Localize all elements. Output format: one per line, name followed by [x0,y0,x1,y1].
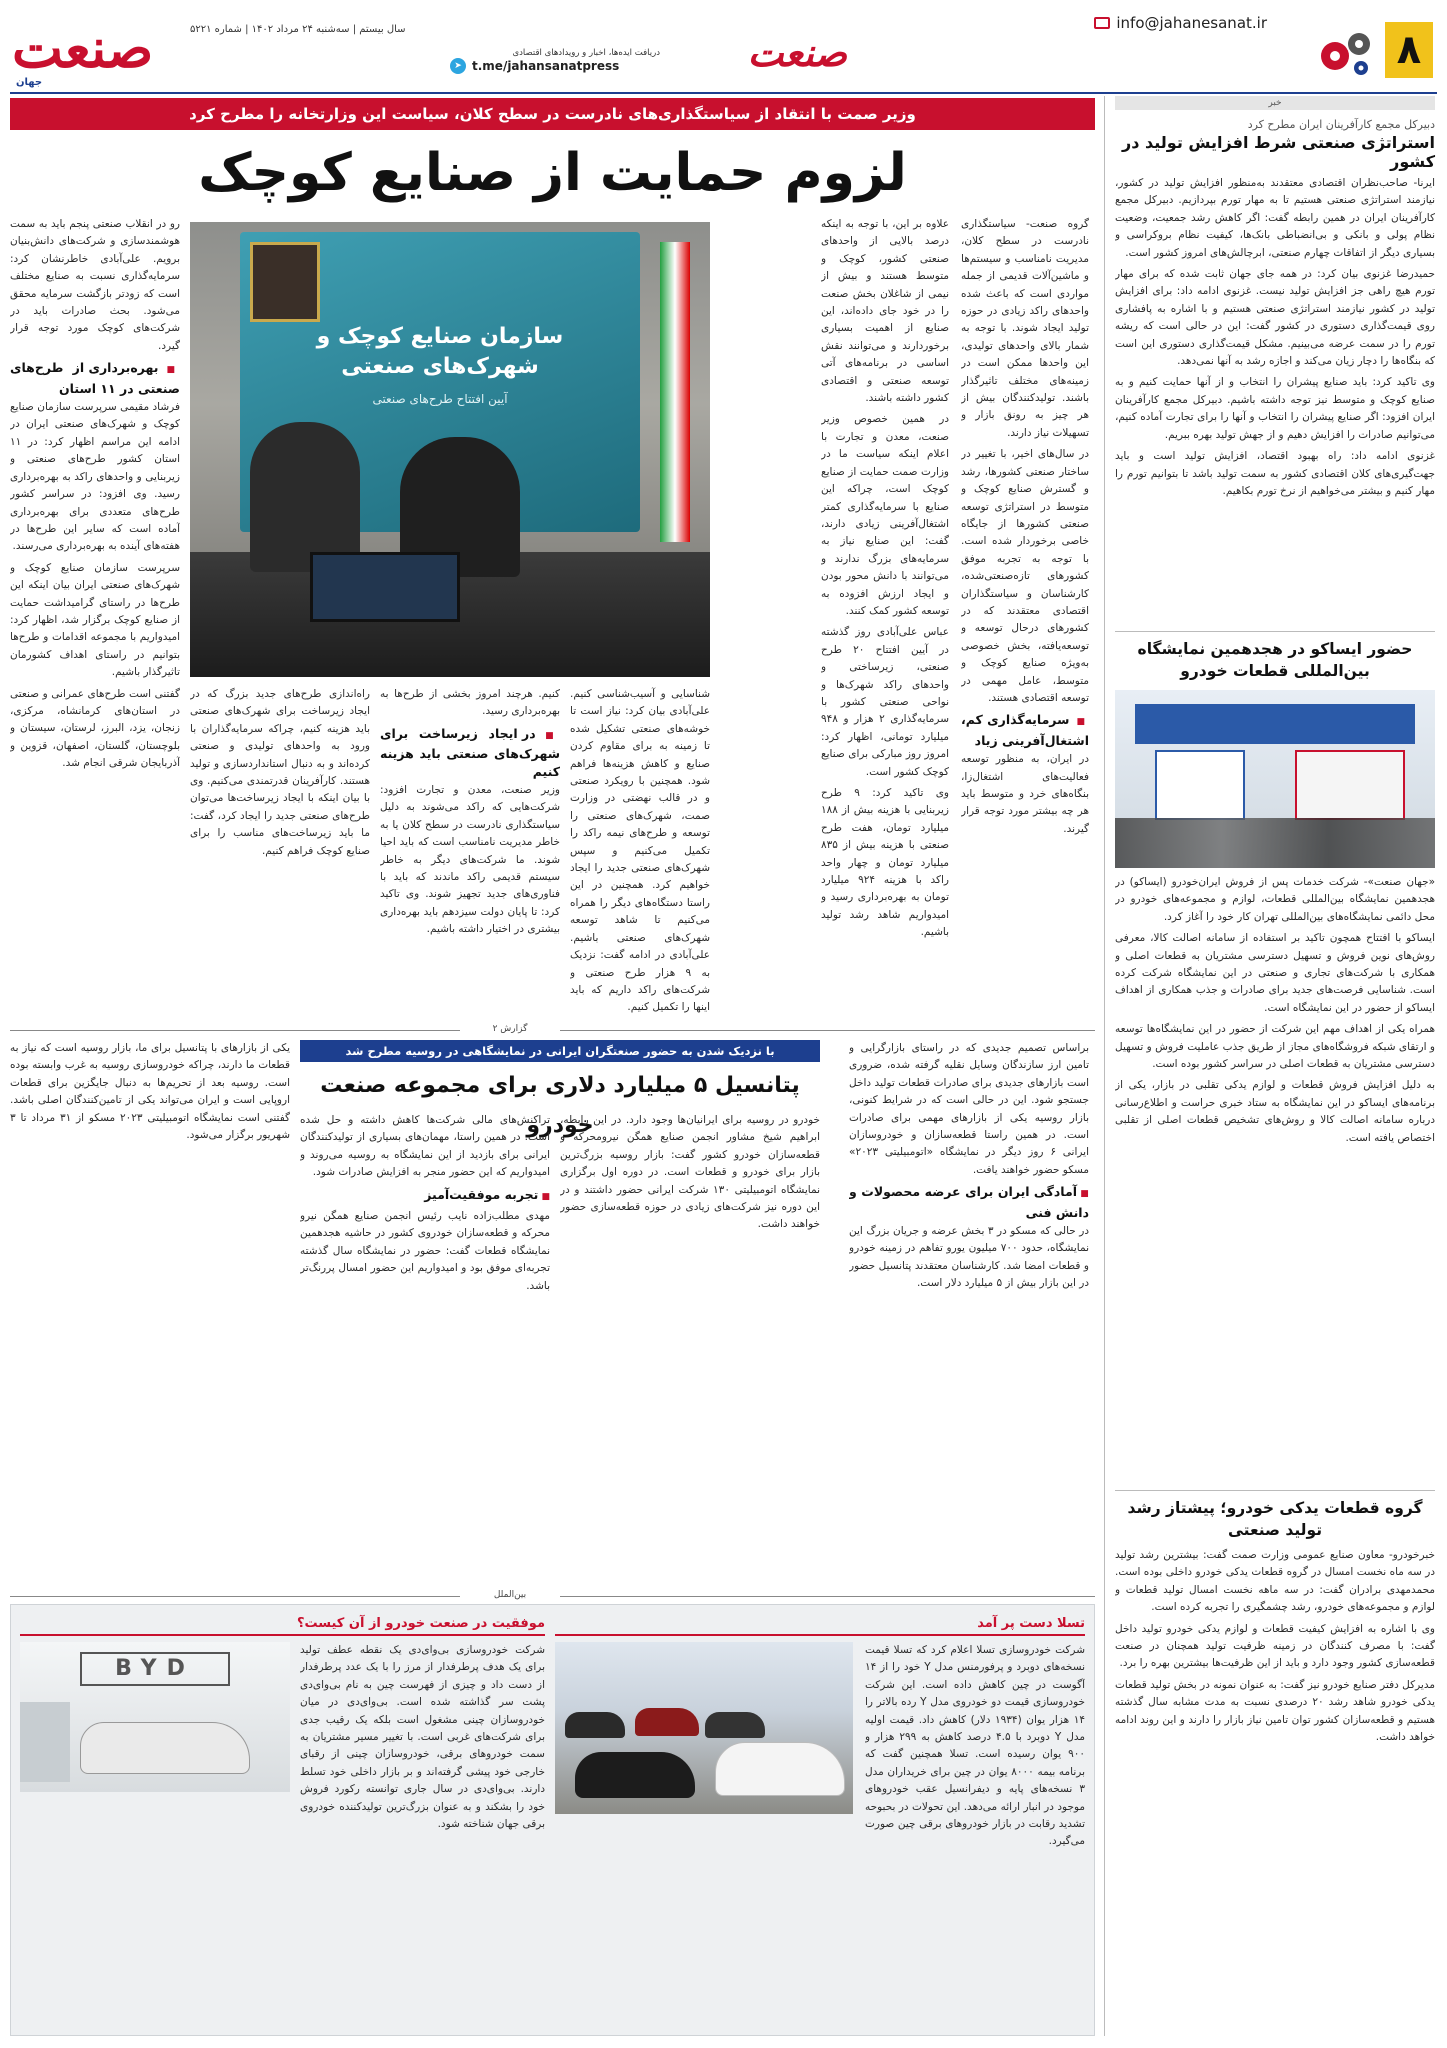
byd-paragraph: شرکت خودروسازی بی‌وای‌دی یک نقطه عطف تولید برای یک هدف پرطرفدار از مرز را با یک عدد پرطرفدار از دست داد و چیزی از فهرست چین به نام بی‌وای‌دی پشت سر گذاشته شده است. بی‌وای‌دی در میان خودروسازان چینی مشغول است بلکه یک رقیب جدی برای شرکت‌های غربی است. با تغییر مسیر مشتریان به سمت خودروهای برقی، خودروسازان چینی از رقبای خارجی خود پیشی گرفته‌اند و بر بازار داخلی خود تسلط دارند. بی‌وای‌دی در سال جاری توانسته رکورد فروش خود را بشکند و به عنوان بزرگ‌ترین تولیدکننده خودروی برقی جهان شناخته شود. [300,1644,545,1831]
story2-paragraph: «جهان صنعت»- شرکت خدمات پس از فروش ایران‌خودرو (ایساکو) در هجدهمین نمایشگاه بین‌المللی قطعات، لوازم و مجموعه‌های خودرو در محل دائمی نمایشگاه‌های بین‌المللی تهران کار خود را آغاز کرد. [1115,876,1435,923]
story2-paragraph: ایساکو با افتتاح همچون تاکید بر استفاده از سامانه اصالت کالا، معرفی روش‌های نوین فروش و تسهیل دسترسی مشتریان به قطعات اصلی و همکاری با شرکت‌های تجاری و صنعتی در این نمایشگاه شرکت کرده است. شناسایی فرصت‌های جدید برای صادرات و جذب همکاری از اهداف ایساکو از حضور در این نمایشگاه است. [1115,932,1435,1014]
lead-paragraph: راه‌اندازی طرح‌های جدید بزرگ که در ایجاد زیرساخت برای شهرک‌های صنعتی باید هزینه کنیم، چراکه سرمایه‌گذاران با ورود به واحدهای تولیدی و صنعتی کرده‌اند و به دنبال استانداردسازی و تولید هستند. کارآفرینان قدرتمندی می‌کنیم. وی با بیان اینکه با ایجاد زیرساخت‌ها می‌توان طرح‌های صنعتی جدید را ایجاد کرد، گفت: ما باید زیرساخت‌های مناسب را برای صنایع کوچک فراهم کنیم. [190,688,370,857]
tesla-body [865,1642,1085,2028]
tesla-title: تسلا دست پر آمد [977,1616,1085,1631]
masthead-small: جهان [16,77,43,88]
lead-paragraph: فرشاد مقیمی سرپرست سازمان صنایع کوچک و شهرک‌های صنعتی ایران در ادامه این مراسم اظهار کرد: در ۱۱ استان کشور طرح‌های صنعتی و زیربنایی و واحدهای راکد به بهره‌برداری رسید. وی افزود: در سراسر کشور طرح‌های متعددی برای بهره‌برداری آماده است که سایر این طرح‌ها در هفته‌های آینده به بهره‌برداری می‌رسند. [10,401,180,553]
email-address: info@jahanesanat.ir [1116,14,1267,32]
report-paragraph: در حالی که مسکو در ۳ بخش عرضه و جریان بزرگ این نمایشگاه، حدود ۷۰۰ میلیون یورو تفاهم در زمینه خودرو و قطعات امضا شد. کارشناسان معتقدند پتانسیل حضور در این بازار بیش از ۵ میلیارد دلار است. [849,1225,1089,1290]
section-logo: صنعت [747,30,847,75]
report-col4 [10,1040,290,1580]
photo-flag [660,242,690,542]
lead-paragraph: گروه صنعت- سیاستگذاری نادرست در سطح کلان، مدیریت نامناسب و سیستم‌ها و ماشین‌آلات قدیمی از جمله مواردی است که باعث شده واحدهای راکد زیادی در حوزه تولید ایجاد شوند. با توجه به شمار بالای واحدهای تولیدی، این واحدها ممکن است در زمینه‌های مختلف تاثیرگذار باشند. تولیدکنندگان بیش از هر چیز به رونق بازار و تسهیلات نیاز دارند. [961,218,1089,439]
tesla-photo [555,1642,853,1814]
photo-monitor [310,552,460,622]
story1-body [1115,175,1435,625]
lead-col6 [10,216,180,1016]
page-header [0,0,1447,100]
tesla-body-lower [555,1820,853,2028]
lead-col1 [961,216,1089,1016]
report-paragraph: یکی از بازارهای با پتانسیل برای ما، بازار روسیه است که نیاز به قطعات ما دارند، چراکه خودروسازی روسیه به غرب وابسته بوده است. روسیه بعد از تحریم‌ها به دنبال جایگزین برای قطعات اروپایی است و ایران می‌تواند یکی از تامین‌کنندگان اصلی باشد. گفتنی است نمایشگاه اتومبیلیتی ۲۰۲۳ مسکو از ۳۱ مرداد تا ۳ شهریور برگزار می‌شود. [10,1042,290,1142]
lead-paragraph: عباس علی‌آبادی روز گذشته در آیین افتتاح ۲۰ طرح صنعتی، زیرساختی و واحدهای راکد شهرک‌ها و نواحی صنعتی کشور با سرمایه‌گذاری ۲ هزار و ۹۴۸ میلیارد تومانی، اظهار کرد: امروز روز مبارکی برای صنایع کوچک کشور است. [821,626,949,778]
lead-subhead: ■ سرمایه‌گذاری کم، اشتغال‌آفرینی زیاد [961,711,1089,749]
banner-line2: آیین افتتاح طرح‌های صنعتی [372,392,508,406]
lead-col3 [570,686,710,1016]
telegram-block[interactable] [450,48,660,74]
lead-paragraph: در همین خصوص وزیر صنعت، معدن و تجارت با اعلام اینکه سیاست ما در وزارت صمت حمایت از صنایع کوچک است، چراکه این صنایع با سرمایه‌گذاری کمتر اشتغال‌آفرینی زیادی دارند، گفت: این صنایع نیاز به سرمایه‌های بزرگ ندارند و می‌توانند با دانش محور بودن و ایجاد ارزش افزوده به توسعه کشور کمک کنند. [821,413,949,617]
bottom-kicker: بین‌الملل [460,1590,560,1600]
byd-photo [20,1642,290,1792]
story2-title: حضور ایساکو در هجدهمین نمایشگاه بین‌المللی قطعات خودرو [1137,640,1413,680]
story2-body [1115,874,1435,1484]
story3-title: گروه قطعات یدکی خودرو؛ پیشتاز رشد تولید صنعتی [1127,1499,1423,1539]
story3-paragraph: وی با اشاره به افزایش کیفیت قطعات و لوازم یدکی خودرو تولید داخل گفت: با مصرف کنندگان در زمینه ظرفیت تولید همچنان در صنعت قطعه‌سازی کشور وجود دارد و باید از این ظرفیت‌ها بیشترین بهره را برد. [1115,1622,1435,1670]
report-paragraph: تراکنش‌های مالی شرکت‌ها کاهش داشته و حل شده است. در همین راستا، مهمان‌های بسیاری از تولیدکنندگان ایرانی برای بازدید از این نمایشگاه به روسیه می‌روند و امیدواریم که این حضور منجر به افزایش صادرات شود. [300,1114,550,1179]
story1-paragraph: ایرنا- صاحب‌نظران اقتصادی معتقدند به‌منظور افزایش تولید در کشور، نیازمند استراتژی صنعتی هستیم تا به مهار تورم بپردازیم. دبیرکل مجمع کارآفرینان ایران در همین رابطه گفت: اگر کاهش رشد جمعیت، وضعیت نظام پولی و بانکی و بی‌انضباطی بانک‌ها، کیفیت نظام بروکراسی و بسیاری دیگر از اتفاقات چهارم صنعتی، ابرچالش‌های امروز کشور است. [1115,177,1435,259]
story3-body [1115,1547,1435,1947]
lead-subhead: ■ در ایجاد زیرساخت برای شهرک‌های صنعتی باید هزینه کنیم [380,725,560,780]
photo-portrait [250,242,320,322]
report-paragraph: مهدی مطلب‌زاده نایب رئیس انجمن صنایع همگن نیرو محرکه و قطعه‌سازان خودروی کشور در حاشیه هجدهمین نمایشگاه قطعات گفت: حضور در نمایشگاه سال گذشته تجربه‌ای موفق بود و امیدواریم این حضور امسال پررنگ‌تر باشد. [300,1210,550,1292]
lead-paragraph: کنیم. هرچند امروز بخشی از طرح‌ها به بهره‌برداری رسید. [380,688,560,718]
telegram-caption: دریافت ایده‌ها، اخبار و رویدادهای اقتصادی [512,48,660,58]
lead-paragraph: رو در انقلاب صنعتی پنجم باید به سمت هوشمندسازی و شرکت‌های دانش‌بنیان برویم. علی‌آبادی خاطرنشان کرد: سرمایه‌گذاری نسبت به صنایع مختلف است که زودتر بازگشت سرمایه محقق می‌شود. بحث صادرات باید در شرکت‌های کوچک مورد توجه قرار گیرد. [10,218,180,352]
byd-body [300,1642,545,2028]
lead-col5 [190,686,370,1016]
report-col2 [560,1112,820,1582]
story1-paragraph: غزنوی ادامه داد: راه بهبود اقتصاد، افزایش تولید است و باید جهت‌گیری‌های کلان اقتصادی کشور به سمت تولید باشد تا بتوانیم تورم را مهار کنیم و بیشتر می‌خواهیم از نرخ تورم بکاهیم. [1115,450,1435,497]
masthead-logo [12,16,172,88]
expo-photo [1115,690,1435,868]
story1-paragraph: حمیدرضا غزنوی بیان کرد: در همه جای جهان ثابت شده که برای مهار تورم هیچ راهی جز افزایش تولید نیست. غزنوی ادامه داد: برای افزایش تولید در کشور نیازمند استراتژی صنعتی هستیم و با اشاره به پافشاری روی قیمت‌گذاری دستوری در کشور گفت: این در حالی است که ریشه تورم را در سمت عرضه می‌بینیم. مشکل قیمت‌گذاری دستوری این است که بنگاه‌ها را دچار زیان می‌کند و اجازه رشد به آنها نمی‌دهد. [1115,268,1435,368]
report-subhead: ■ تجربه موفقیت‌آمیز [300,1186,550,1206]
lead-headline: لزوم حمایت از صنایع کوچک [198,143,907,203]
report-overline-bar [300,1040,820,1062]
byd-title: موفقیت در صنعت خودرو از آن کیست؟ [296,1616,545,1631]
lead-col4 [380,686,560,1016]
story1-overline: دبیرکل مجمع کارآفرینان ایران مطرح کرد [1247,118,1435,131]
lead-paragraph: در ایران، به منظور توسعه فعالیت‌های اشتغال‌زا، بنگاه‌های خرد و متوسط باید هر چه بیشتر مورد توجه قرار گیرند. [961,753,1089,835]
telegram-link: t.me/jahansanatpress [472,59,620,73]
story2-paragraph: همراه یکی از اهداف مهم این شرکت از حضور در این نمایشگاه‌ها توسعه و ارتقای شبکه فروشگاه‌های مجاز از طریق جذب عاملیت فروش و تسهیل دسترسی مشتریان به قطعات اصلی در سراسر کشور بوده است. [1115,1023,1435,1071]
report-col1 [849,1040,1089,1580]
report-paragraph: براساس تصمیم جدیدی که در راستای بازارگرایی و تامین ارز سازندگان وسایل نقلیه گرفته شده، ضروری است بازارهای جدیدی برای صادرات قطعات تولید داخل جستجو شود. این در حالی است که در شرایط کنونی، بازار روسیه یکی از بازارهای مهمی برای صادرات است. در همین راستا قطعه‌سازان و خودروسازان ایرانی ۶ روز دیگر در نمایشگاه «اتومبیلیتی ۲۰۲۳» مسکو حضور خواهند یافت. [849,1042,1089,1176]
page-number-box [1385,22,1433,78]
report-paragraph: خودرو در روسیه برای ایرانیان‌ها وجود دارد. در این رابطه، ابراهیم شیخ مشاور انجمن صنایع همگن نیرومحرکه و قطعه‌سازان خودرو کشور گفت: بازار روسیه بزرگ‌ترین بازار برای خودرو و قطعات است. در دوره اول برگزاری نمایشگاه اتومبیلیتی ۱۳۰ شرکت ایرانی حضور داشتند و در این دوره نیز شرکت‌های زیادی در حوزه قطعه‌سازی حضور خواهند داشت. [560,1114,820,1231]
report-subhead: ■ آمادگی ایران برای عرضه محصولات و دانش فنی [849,1183,1089,1221]
story3-paragraph: خبرخودرو- معاون صنایع عمومی وزارت صمت گفت: بیشترین رشد تولید در سه ماه نخست امسال در گروه قطعات یدکی خودرو داخلی بوده است. محمدمهدی برادران گفت: در سه ماهه نخست امسال تولید قطعات و لوازم و مجموعه‌های خودرو، رشد چشمگیری را تجربه کرده است. [1115,1549,1435,1614]
lead-kicker-bar [10,98,1095,130]
lead-subhead: ■ بهره‌برداری از طرح‌های صنعتی در ۱۱ استان [10,359,180,397]
photo-person-left [250,422,360,572]
lead-col2 [821,216,949,1016]
email-block[interactable] [1094,14,1267,32]
masthead-text: صنعت [12,16,154,80]
banner-line1: سازمان صنایع کوچک و شهرک‌های صنعتی [316,324,564,379]
byd-logo: BYD [80,1652,230,1686]
lead-paragraph: در سال‌های اخیر، با تغییر در ساختار صنعتی کشورها، رشد و گسترش صنایع کوچک و متوسط در استراتژی توسعه صنعتی کشورها از جایگاه خاصی برخوردار شده است. با توجه به تجربه موفق کشورهای تازه‌صنعتی‌شده، کارشناسان و سیاستگذاران اقتصادی معتقدند که در کشورهای درحال توسعه و توسعه‌یافته، بخش خصوصی به‌ویژه صنایع کوچک و متوسط، عامل مهمی در توسعه اقتصادی هستند. [961,448,1089,704]
tesla-paragraph: شرکت خودروسازی تسلا اعلام کرد که تسلا قیمت نسخه‌های دوبرد و پرفورمنس مدل Y خود را از ۱۴ آگوست در چین کاهش داده است. این شرکت خودروسازی قیمت دو خودروی مدل Y رده بالاتر را ۱۴ هزار یوان (۱۹۳۴ دلار) کاهش داد. قیمت اولیه مدل Y دوبرد با ۴.۵ درصد کاهش به ۲۹۹ هزار و ۹۰۰ یوان رسیده است. تسلا همچنین گفت که برنامه بیمه ۸۰۰۰ یوان در چین برای خریداران مدل ۳ نسخه‌های پایه و دیفرانسیل عقب خودروهای موجود در انبار ارائه می‌دهد. این تحولات در بحبوحه تشدید رقابت در بازار خودروهای برقی چین صورت می‌گیرد. [865,1644,1085,1848]
report-overline: با نزدیک شدن به حضور صنعتگران ایرانی در نمایشگاهی در روسیه مطرح شد [345,1044,775,1058]
lead-paragraph: شناسایی و آسیب‌شناسی کنیم. علی‌آبادی بیان کرد: نیاز است تا خوشه‌های صنعتی تشکیل شده تا زمینه به برای مقاوم کردن صنایع و کاهش هزینه‌ها فراهم شود. همچنین با رویکرد صنعتی و در قالب نهضتی در وزارت صمت، شهرک‌های صنعتی را توسعه و طرح‌های نیمه راکد را تکمیل می‌کنیم و سپس شهرک‌های صنعتی جدید را ایجاد خواهیم کرد. همچنین در این راستا دستگاه‌های دیگر را همراه می‌کنیم تا شاهد توسعه شهرک‌های صنعتی باشیم. علی‌آبادی در ادامه گفت: نزدیک به ۹ هزار طرح صنعتی و شرکت‌های راکد داریم که باید اینها را تکمیل کنیم. [570,688,710,1014]
lead-paragraph: علاوه بر این، با توجه به اینکه درصد بالایی از واحدهای صنعتی کشور، کوچک و متوسط هستند و بیش از نیمی از شاغلان بخش صنعت را در خود جای داده‌اند، این صنایع از اهمیت بسیاری برخوردارند و می‌توانند نقش اساسی در برنامه‌های آتی توسعه صنعتی و اقتصادی کشور داشته باشند. [821,218,949,405]
gears-icon [1315,26,1377,78]
report-col3 [300,1112,550,1582]
lead-paragraph: وزیر صنعت، معدن و تجارت افزود: شرکت‌هایی که راکد می‌شوند به دلیل سیاستگذاری نادرست در سطح کلان یا به خاطر مدیریت نامناسب است که باید احیا شوند. ما شرکت‌های دیگر به خاطر سیستم قدیمی راکد ماندند که باید با فناوری‌های جدید تجهیز شوند. وی تاکید کرد: تا پایان دولت سیزدهم باید بهره‌داری بیشتری در اختیار داشته باشیم. [380,784,560,936]
byd-title-bar [20,1612,545,1636]
story1-title: استراتژی صنعتی شرط افزایش تولید در کشور [1122,133,1435,171]
lead-paragraph: سرپرست سازمان صنایع کوچک و شهرک‌های صنعتی ایران بیان اینکه این طرح‌ها در راستای گرامیداشت حمایت از صنایع کوچک برگزار شد، اظهار کرد: امیدواریم با مجموعه اقدامات و طرح‌ها بتوانیم در راستای اهداف کشورمان تاثیرگذار باشیم. [10,561,180,679]
email-icon [1094,17,1110,29]
telegram-icon: ➤ [450,58,466,74]
story2-paragraph: به دلیل افزایش فروش قطعات و لوازم یدکی تقلبی در بازار، یکی از برنامه‌های ایساکو در این نمایشگاه به ستاد خبری حراست و اطلاع‌رسانی درباره سامانه اصالت کالا و روش‌های تشخیص قطعات اصلی از تقلبی اختصاص یافته است. [1115,1079,1435,1144]
lead-paragraph: گفتنی است طرح‌های عمرانی و صنعتی در استان‌های کرمانشاه، مرکزی، زنجان، یزد، البرز، لرستان، سیستان و بلوچستان، گلستان، اصفهان، قزوین و آذربایجان شرقی انجام شد. [10,687,180,770]
sidebar-kicker: خبر [1115,96,1435,110]
lead-kicker: وزیر صمت با انتقاد از سیاستگذاری‌های نادرست در سطح کلان، سیاست این وزارتخانه را مطرح کرد [189,105,916,123]
lead-paragraph: وی تاکید کرد: ۹ طرح زیربنایی با هزینه بیش از ۱۸۸ میلیارد تومان، هفت طرح صنعتی با هزینه بیش از ۸۳۵ میلیارد تومان و چهار واحد راکد با هزینه ۹۲۴ میلیارد تومان به بهره‌برداری رسید و امیدواریم شاهد رشد تولید باشیم. [821,787,949,939]
lead-photo [190,222,710,677]
sidebar [1115,96,1435,2006]
story3-paragraph: مدیرکل دفتر صنایع خودرو نیز گفت: به عنوان نمونه در بخش تولید قطعات یدکی خودرو شاهد رشد ۲۰ درصدی نسبت به مدت مشابه سال گذشته هستیم و قطعه‌سازان کشور توان تامین نیاز بازار را دارند و این روند ادامه خواهد داشت. [1115,1678,1435,1744]
report-headline: پتانسیل ۵ میلیارد دلاری برای مجموعه صنعت خودرو [320,1073,800,1138]
story1-paragraph: وی تاکید کرد: باید صنایع پیشران را انتخاب و از آنها حمایت کنیم و به صنایع کوچک و متوسط نیز توجه داشته باشیم. دبیرکل مجمع کارآفرینان ایران افزود: اگر صنایع پیشران را انتخاب و آنها را برای تجارت آماده کنیم، می‌توانیم صادرات را افزایش دهیم و از جهش تولید بهره ببریم. [1115,376,1435,441]
issue-line: سال بیستم | سه‌شنبه ۲۴ مرداد ۱۴۰۲ | شماره ۵۲۲۱ [190,24,406,35]
tesla-title-bar [555,1612,1085,1636]
page-number: ۸ [1396,27,1422,73]
report-kicker: گزارش ۲ [460,1024,560,1034]
